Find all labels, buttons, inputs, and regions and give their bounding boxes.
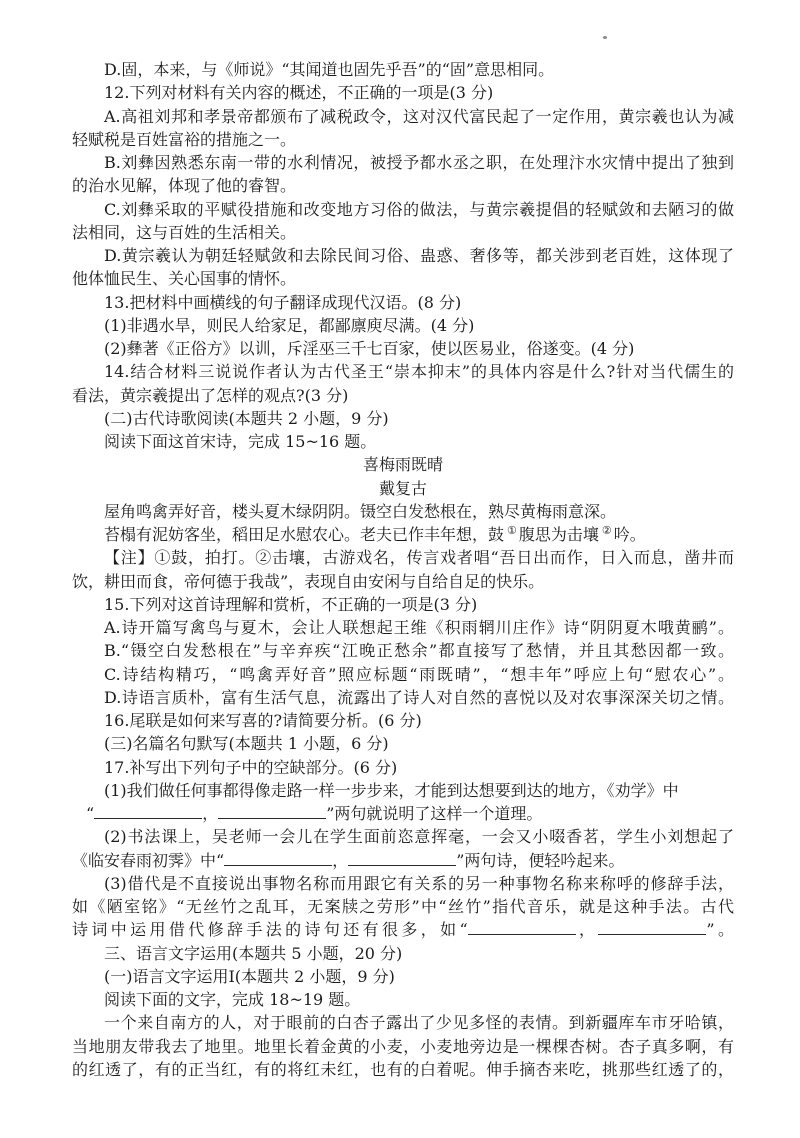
- text-run: 15.下列对这首诗理解和赏析，不正确的一项是(3 分): [104, 594, 478, 614]
- text-run: 14.结合材料三说说作者认为古代圣王“崇本抑末”的具体内容是什么?针对当代儒生的: [104, 362, 734, 382]
- text-run: ，: [575, 920, 599, 940]
- text-run: 三、语言文字运用(本题共 5 小题，20 分): [104, 943, 403, 963]
- passage-line-3: [72, 1058, 734, 1081]
- text-run: A.诗开篇写禽鸟与夏木，会让人联想起王维《积雨辋川庄作》诗“阴阴夏木哦黄鹂”。: [104, 618, 734, 637]
- note-reference-mark: ②: [601, 523, 612, 537]
- text-run: 的治水见解，体现了他的睿智。: [72, 176, 297, 196]
- text-run: ”两句就说明了这样一个道理。: [326, 804, 543, 823]
- text-run: (1)非遇水旱，则民人给家足，都鄙廪庾尽满。(4 分): [104, 315, 475, 335]
- question-15-stem: [72, 593, 734, 616]
- answer-blank-underline: [348, 851, 456, 866]
- text-run: B.“镊空白发愁根在”与辛弃疾“江晚正愁余”都直接写了愁情，并且其愁因都一致。: [104, 641, 734, 661]
- document-body: [72, 58, 734, 1081]
- question-17-item-3-blanks: [72, 918, 734, 941]
- question-12-option-b-cont: [72, 174, 734, 197]
- text-run: 《临安春雨初霁》中“: [72, 850, 225, 870]
- question-15-option-a: [72, 616, 734, 639]
- question-13-item-2: [72, 337, 734, 360]
- text-run: D.黄宗羲认为朝廷轻赋敛和去除民间习俗、蛊惑、奢侈等，都关涉到老百姓，这体现了: [104, 246, 734, 265]
- note-reference-mark: ①: [507, 523, 517, 537]
- scan-artifact-dot: [603, 36, 607, 39]
- text-run: 屋角鸣禽弄好音，楼头夏木绿阴阴。镊空白发愁根在，熟尽黄梅雨意深。: [104, 501, 617, 521]
- text-run: (2)彝著《正俗方》以训，斥淫巫三千七百家，使以医易业，俗遂变。(4 分): [104, 339, 635, 358]
- subsection-1-header: [72, 965, 734, 988]
- question-17-item-2-blanks: [72, 849, 734, 872]
- question-15-option-b: [72, 639, 734, 662]
- poem-line-2: [72, 523, 734, 546]
- text-run: (一)语言文字运用Ⅰ(本题共 2 小题，9 分): [104, 966, 395, 986]
- text-run: “: [86, 804, 95, 823]
- poem-line-1: [72, 500, 734, 523]
- text-run: 17.补写出下列句子中的空缺部分。(6 分): [104, 757, 398, 777]
- question-17-stem: [72, 756, 734, 779]
- question-13-item-1: [72, 314, 734, 337]
- answer-blank-underline: [94, 804, 202, 819]
- text-run: 【注】①鼓，拍打。②击壤，古游戏名，传言戏者唱“吾日出而作，日入而息，凿井而: [104, 548, 734, 568]
- section-3-header: [72, 732, 734, 755]
- question-17-item-3: [72, 872, 734, 895]
- question-15-option-d: [72, 686, 734, 709]
- question-13-stem: [72, 291, 734, 314]
- question-14-stem: [72, 360, 734, 383]
- question-14-stem-cont: [72, 384, 734, 407]
- text-run: 吟。: [613, 525, 646, 544]
- reading-instruction-poem: [72, 430, 734, 453]
- text-run: 诗词中运用借代修辞手法的诗句还有很多，如“: [72, 920, 468, 940]
- text-run: (2)书法课上，吴老师一会儿在学生面前恣意挥毫，一会又小啜香茗，学生小刘想起了: [104, 827, 734, 847]
- question-17-item-1-blanks: [72, 802, 734, 825]
- question-12-option-a-cont: [72, 128, 734, 151]
- text-run: B.刘彝因熟悉东南一带的水利情况，被授予都水丞之职，在处理汴水灾情中提出了独到: [104, 153, 734, 172]
- text-run: (1)我们做任何事都得像走路一样一步步来，才能到达想要到达的地方，《劝学》中: [104, 780, 679, 800]
- poem-author: [72, 477, 734, 500]
- option-d-prev-question: [72, 58, 734, 81]
- text-run: (3)借代是不直接说出事物名称而用跟它有关系的另一种事物名称来称呼的修辞手法，: [104, 873, 734, 893]
- answer-blank-underline: [224, 851, 332, 866]
- text-run: C.诗结构精巧，“鸣禽弄好音”照应标题“雨既晴”，“想丰年”呼应上句“慰农心”。: [104, 664, 734, 684]
- text-run: 轻赋税是百姓富裕的措施之一。: [72, 129, 297, 149]
- text-run: 13.把材料中画横线的句子翻译成现代汉语。(8 分): [104, 292, 462, 312]
- text-run: 的红透了，有的正当红，有的将红未红，也有的白着呢。伸手摘杏来吃，挑那些红透了的，: [72, 1059, 734, 1079]
- text-run: 12.下列对材料有关内容的概述，不正确的一项是(3 分): [104, 83, 494, 103]
- question-16-stem: [72, 709, 734, 732]
- passage-line-1: [72, 1011, 734, 1034]
- text-run: 阅读下面的文字，完成 18~19 题。: [104, 990, 361, 1009]
- text-run: 喜梅雨既晴: [362, 455, 443, 475]
- question-17-item-3-cont: [72, 895, 734, 918]
- poem-title: [72, 453, 734, 476]
- text-run: ，: [202, 804, 219, 823]
- text-run: 阅读下面这首宋诗，完成 15~16 题。: [104, 432, 377, 451]
- question-12-option-d-cont: [72, 267, 734, 290]
- poem-note: [72, 546, 734, 569]
- text-run: 他体恤民生、关心国事的情怀。: [72, 269, 297, 289]
- answer-blank-underline: [598, 920, 706, 935]
- text-run: 法相同，这与百姓的生活相关。: [72, 222, 297, 242]
- question-15-option-c: [72, 663, 734, 686]
- text-run: A.高祖刘邦和孝景帝都颁布了减税政令，这对汉代富民起了一定作用，黄宗羲也认为减: [104, 106, 734, 126]
- section-three-header: [72, 942, 734, 965]
- question-12-option-c: [72, 198, 734, 221]
- text-run: ”。: [706, 920, 734, 940]
- text-run: (三)名篇名句默写(本题共 1 小题，6 分): [104, 734, 389, 754]
- text-run: 饮，耕田而食，帝何德于我哉”，表现自由安闲与自给自足的快乐。: [72, 571, 545, 591]
- text-run: 看法，黄宗羲提出了怎样的观点?(3 分): [72, 385, 349, 405]
- text-run: 一个来自南方的人，对于眼前的白杏子露出了少见多怪的表情。到新疆库车市牙哈镇，: [104, 1013, 734, 1033]
- passage-line-2: [72, 1035, 734, 1058]
- answer-blank-underline: [218, 804, 326, 819]
- question-17-item-2: [72, 825, 734, 848]
- question-12-option-c-cont: [72, 221, 734, 244]
- text-run: D.固，本来，与《师说》“其闻道也固先乎吾”的“固”意思相同。: [104, 60, 555, 79]
- text-run: 16.尾联是如何来写喜的?请简要分析。(6 分): [104, 711, 422, 730]
- text-run: ”两句诗，便轻吟起来。: [456, 850, 625, 870]
- text-run: (二)古代诗歌阅读(本题共 2 小题，9 分): [104, 408, 389, 428]
- text-run: 如《陋室铭》“无丝竹之乱耳，无案牍之劳形”中“丝竹”指代音乐，就是这种手法。古代: [72, 897, 734, 916]
- reading-instruction-passage: [72, 988, 734, 1011]
- text-run: 当地朋友带我去了地里。地里长着金黄的小麦，小麦地旁边是一棵棵杏树。杏子真多啊，有: [72, 1036, 734, 1056]
- question-17-item-1: [72, 779, 734, 802]
- text-run: D.诗语言质朴，富有生活气息，流露出了诗人对自然的喜悦以及对农事深深关切之情。: [104, 687, 734, 707]
- question-12-option-b: [72, 151, 734, 174]
- section-2-header: [72, 407, 734, 430]
- question-12-option-a: [72, 105, 734, 128]
- text-run: 苔榻有泥妨客坐，稻田足水慰农心。老夫已作丰年想，鼓: [104, 525, 505, 544]
- text-run: 戴复古: [378, 478, 427, 498]
- text-run: C.刘彝采取的平赋役措施和改变地方习俗的做法，与黄宗羲提倡的轻赋敛和去陋习的做: [104, 199, 734, 219]
- text-run: 腹思为击壤: [518, 525, 599, 544]
- answer-blank-underline: [468, 920, 576, 935]
- text-run: ，: [332, 850, 349, 870]
- poem-note-cont: [72, 570, 734, 593]
- question-12-option-d: [72, 244, 734, 267]
- question-12-stem: [72, 81, 734, 104]
